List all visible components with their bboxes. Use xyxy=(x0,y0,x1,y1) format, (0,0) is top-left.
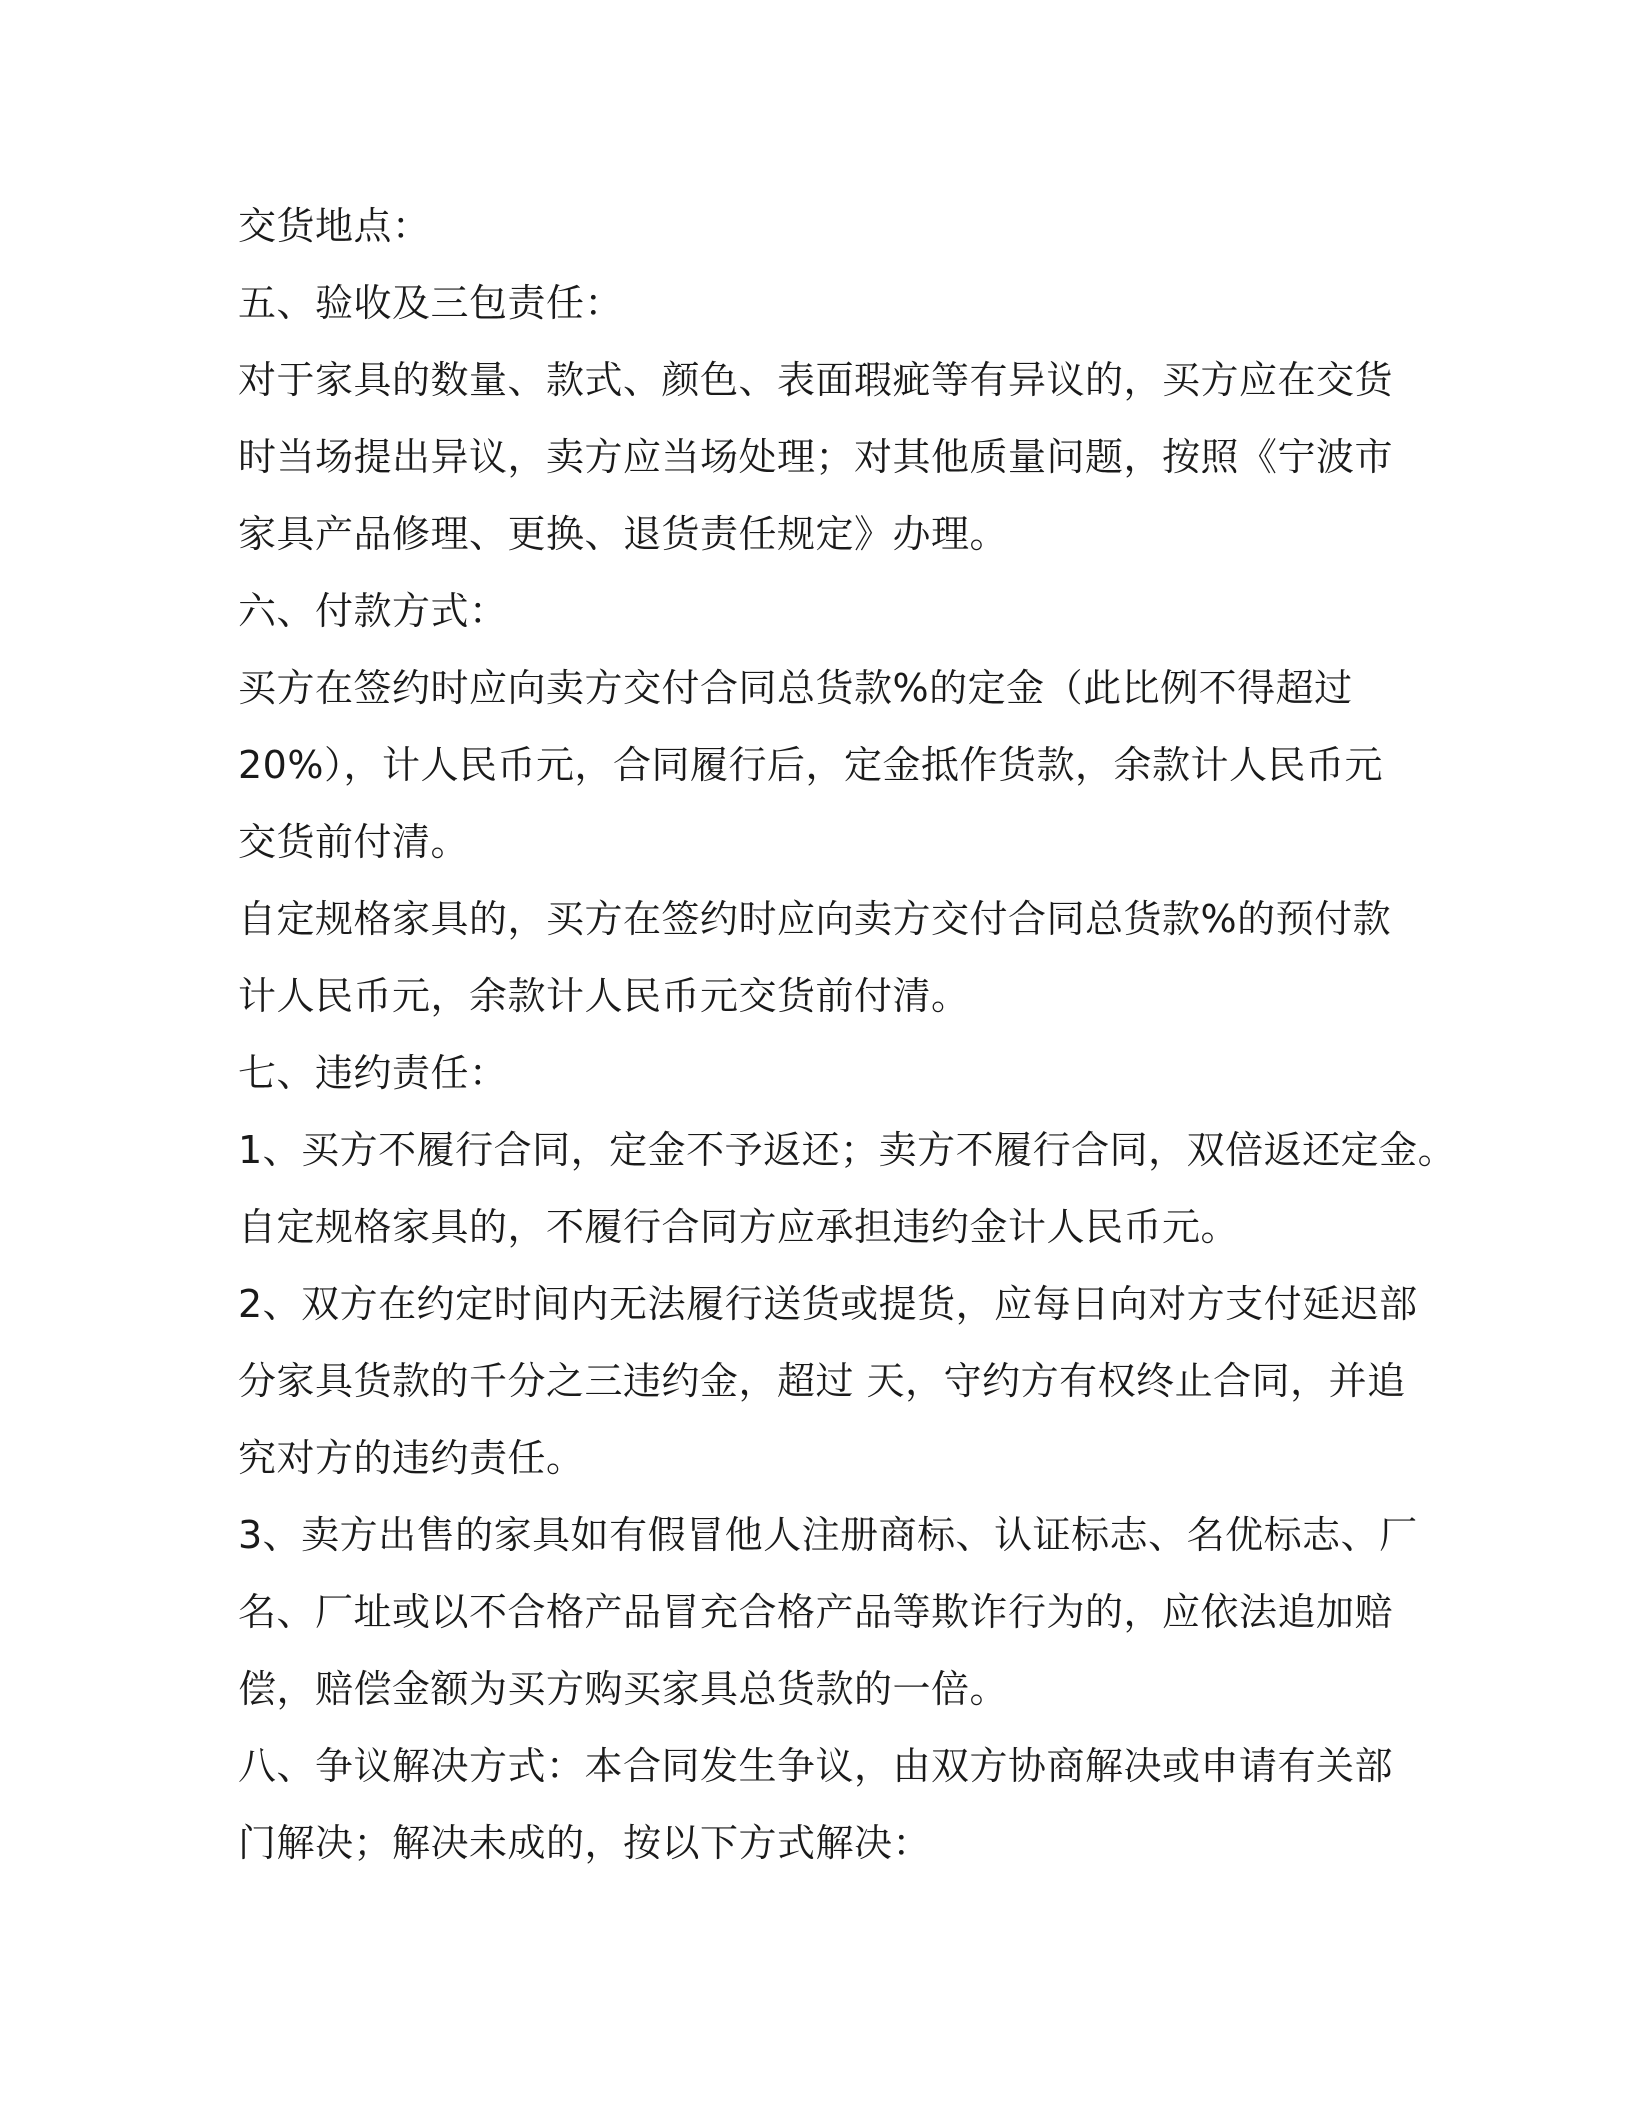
paragraph-line: 家具产品修理、更换、退货责任规定》办理。 xyxy=(238,512,1009,556)
paragraph-line: 对于家具的数量、款式、颜色、表面瑕疵等有异议的，买方应在交货 xyxy=(238,358,1394,402)
paragraph-line: 交货前付清。 xyxy=(238,820,470,864)
paragraph-line: 20%），计人民币元，合同履行后，定金抵作货款，余款计人民币元 xyxy=(238,743,1383,787)
paragraph-line: 时当场提出异议，卖方应当场处理；对其他质量问题，按照《宁波市 xyxy=(238,435,1394,479)
paragraph-line: 自定规格家具的，不履行合同方应承担违约金计人民币元。 xyxy=(238,1205,1240,1249)
paragraph-line: 计人民币元，余款计人民币元交货前付清。 xyxy=(238,974,970,1018)
clause-3-line: 3、卖方出售的家具如有假冒他人注册商标、认证标志、名优标志、厂 xyxy=(238,1513,1418,1557)
section-5-heading: 五、验收及三包责任： xyxy=(238,281,624,325)
paragraph-line: 买方在签约时应向卖方交付合同总货款%的定金（此比例不得超过 xyxy=(238,666,1353,710)
clause-2-line: 2、双方在约定时间内无法履行送货或提货，应每日向对方支付延迟部 xyxy=(238,1282,1418,1326)
delivery-location-line: 交货地点： xyxy=(238,204,431,248)
section-7-heading: 七、违约责任： xyxy=(238,1051,508,1095)
paragraph-line: 自定规格家具的，买方在签约时应向卖方交付合同总货款%的预付款 xyxy=(238,897,1392,941)
paragraph-line: 名、厂址或以不合格产品冒充合格产品等欺诈行为的，应依法追加赔 xyxy=(238,1590,1394,1634)
section-8-heading: 八、争议解决方式：本合同发生争议，由双方协商解决或申请有关部 xyxy=(238,1744,1394,1788)
paragraph-line: 分家具货款的千分之三违约金，超过 天，守约方有权终止合同，并追 xyxy=(238,1359,1406,1403)
paragraph-line: 偿，赔偿金额为买方购买家具总货款的一倍。 xyxy=(238,1667,1009,1711)
paragraph-line: 门解决；解决未成的，按以下方式解决： xyxy=(238,1821,932,1865)
document-body xyxy=(238,188,1457,1882)
section-6-heading: 六、付款方式： xyxy=(238,589,508,633)
paragraph-line: 究对方的违约责任。 xyxy=(238,1436,585,1480)
clause-1-line: 1、买方不履行合同，定金不予返还；卖方不履行合同，双倍返还定金。 xyxy=(238,1128,1457,1172)
